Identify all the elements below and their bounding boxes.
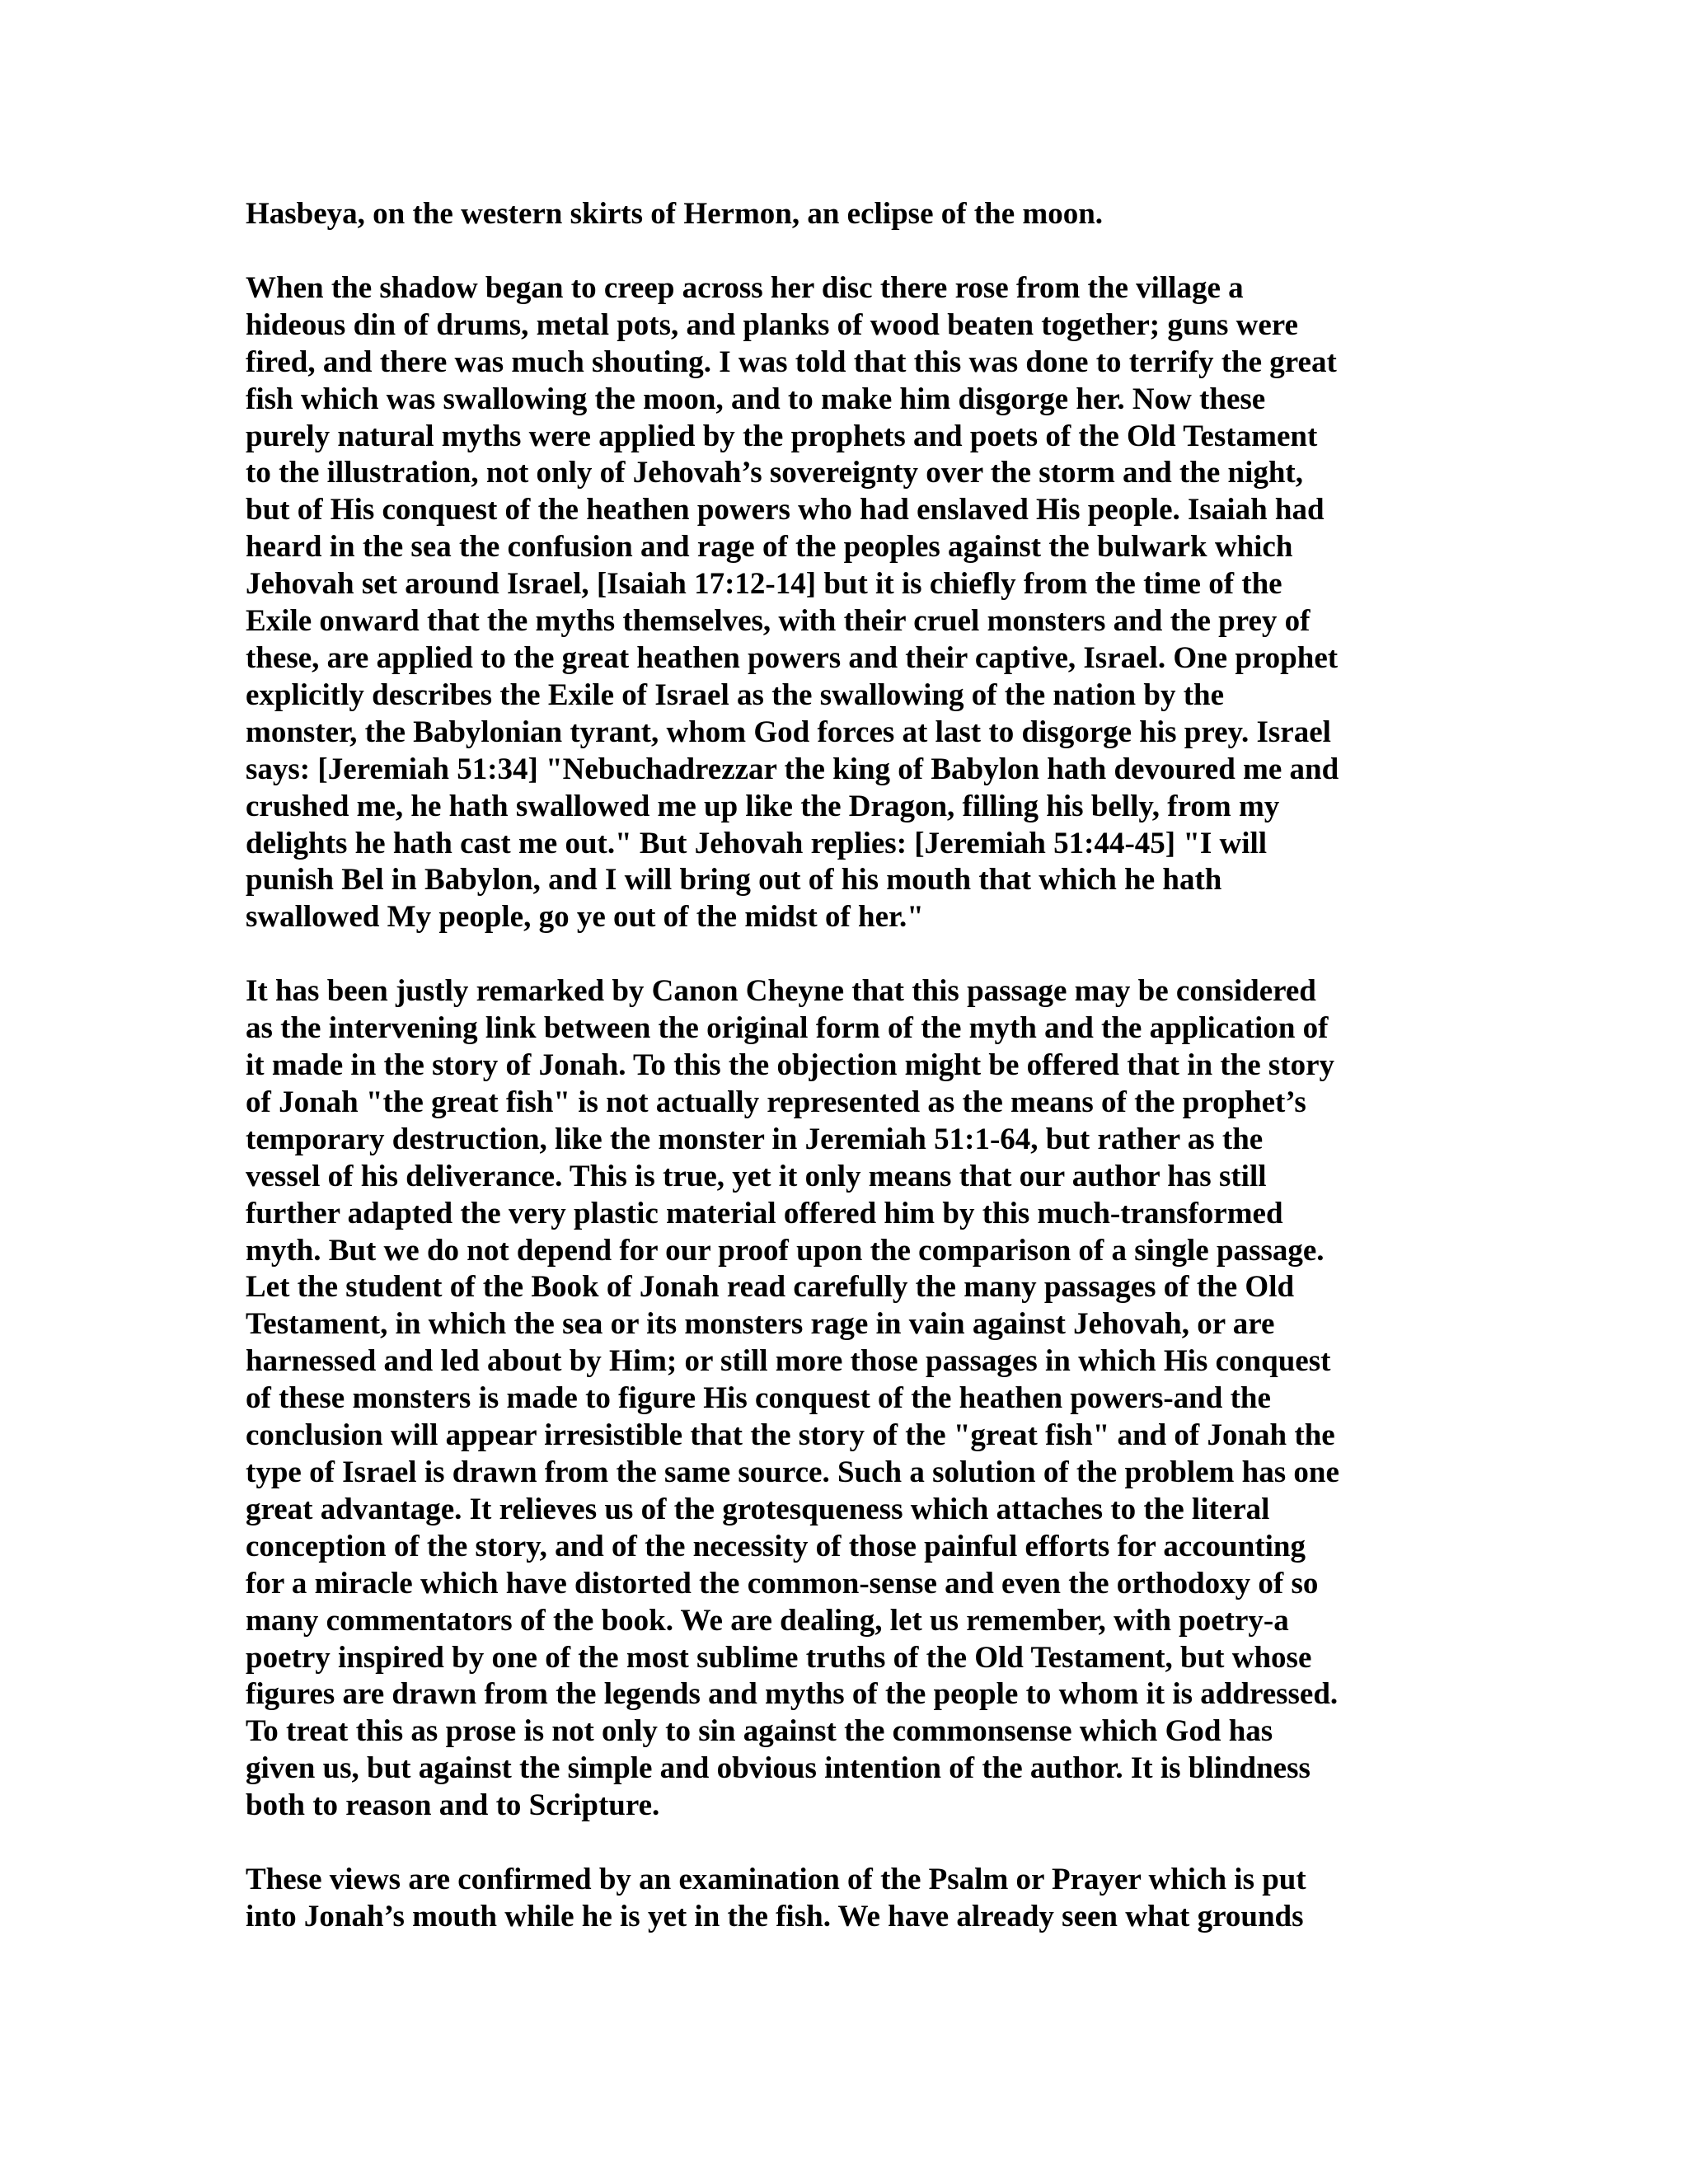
text-line: fired, and there was much shouting. I was told that this was done to terrify the great	[246, 344, 1337, 379]
text-line: Let the student of the Book of Jonah read carefully the many passages of the Old	[246, 1270, 1295, 1305]
text-line: of these monsters is made to figure His conquest of the heathen powers-and the	[246, 1381, 1271, 1416]
text-line: Testament, in which the sea or its monsters rage in vain against Jehovah, or are	[246, 1307, 1275, 1342]
text-line: these, are applied to the great heathen powers and their captive, Israel. One prophet	[246, 640, 1339, 675]
text-line: of Jonah "the great fish" is not actually represented as the means of the prophet’s	[246, 1085, 1306, 1119]
text-line: These views are confirmed by an examination of the Psalm or Prayer which is put	[246, 1863, 1306, 1897]
text-line: conclusion will appear irresistible that the story of the "great fish" and of Jonah the	[246, 1418, 1335, 1453]
text-line: vessel of his deliverance. This is true, yet it only means that our author has still	[246, 1159, 1267, 1193]
paragraph	[246, 196, 1457, 233]
text-line: monster, the Babylonian tyrant, whom God forces at last to disgorge his prey. Israel	[246, 715, 1331, 749]
text-line: Exile onward that the myths themselves, with their cruel monsters and the prey of	[246, 604, 1311, 639]
text-line: hideous din of drums, metal pots, and planks of wood beaten together; guns were	[246, 307, 1298, 342]
text-line: both to reason and to Scripture.	[246, 1788, 660, 1823]
text-line: further adapted the very plastic material offered him by this much-transformed	[246, 1196, 1283, 1230]
text-line: delights he hath cast me out." But Jehovah replies: [Jeremiah 51:44-45] "I will	[246, 826, 1268, 860]
text-line: Jehovah set around Israel, [Isaiah 17:12-14] but it is chiefly from the time of the	[246, 567, 1282, 602]
text-line: into Jonah’s mouth while he is yet in the fish. We have already seen what grounds	[246, 1899, 1304, 1933]
text-line: to the illustration, not only of Jehovah’s sovereignty over the storm and the night,	[246, 456, 1304, 490]
text-line: given us, but against the simple and obvious intention of the author. It is blindness	[246, 1751, 1311, 1786]
text-line: says: [Jeremiah 51:34] "Nebuchadrezzar the king of Babylon hath devoured me and	[246, 752, 1339, 786]
text-line: harnessed and led about by Him; or still more those passages in which His conquest	[246, 1344, 1331, 1379]
text-line: for a miracle which have distorted the common-sense and even the orthodoxy of so	[246, 1566, 1319, 1601]
text-line: poetry inspired by one of the most sublime truths of the Old Testament, but whose	[246, 1640, 1312, 1675]
text-line: When the shadow began to creep across her disc there rose from the village a	[246, 270, 1244, 305]
text-line: figures are drawn from the legends and myths of the people to whom it is addressed.	[246, 1677, 1339, 1712]
text-line: as the intervening link between the original form of the myth and the application of	[246, 1011, 1329, 1046]
text-line: great advantage. It relieves us of the grotesqueness which attaches to the literal	[246, 1492, 1270, 1526]
text-line: it made in the story of Jonah. To this the objection might be offered that in the story	[246, 1048, 1335, 1083]
text-line: but of His conquest of the heathen powers who had enslaved His people. Isaiah had	[246, 493, 1325, 527]
text-line: swallowed My people, go ye out of the midst of her."	[246, 900, 924, 935]
text-line: It has been justly remarked by Canon Cheyne that this passage may be considered	[246, 974, 1316, 1009]
text-line: fish which was swallowing the moon, and to make him disgorge her. Now these	[246, 382, 1266, 416]
paragraph	[246, 1862, 1457, 1936]
text-line: punish Bel in Babylon, and I will bring out of his mouth that which he hath	[246, 863, 1222, 898]
paragraph	[246, 270, 1457, 936]
text-line: conception of the story, and of the necessity of those painful efforts for accounting	[246, 1529, 1306, 1563]
text-line: explicitly describes the Exile of Israel as the swallowing of the nation by the	[246, 677, 1225, 712]
text-line: myth. But we do not depend for our proof upon the comparison of a single passage.	[246, 1233, 1325, 1268]
text-line: many commentators of the book. We are dealing, let us remember, with poetry-a	[246, 1603, 1289, 1638]
document-page	[246, 196, 1457, 1973]
text-line: Hasbeya, on the western skirts of Hermon, an eclipse of the moon.	[246, 197, 1104, 231]
paragraph	[246, 973, 1457, 1825]
text-line: purely natural myths were applied by the prophets and poets of the Old Testament	[246, 419, 1318, 453]
text-line: To treat this as prose is not only to sin against the commonsense which God has	[246, 1714, 1273, 1749]
text-line: type of Israel is drawn from the same source. Such a solution of the problem has one	[246, 1455, 1339, 1489]
text-line: crushed me, he hath swallowed me up like the Dragon, filling his belly, from my	[246, 789, 1280, 823]
text-line: heard in the sea the confusion and rage of the peoples against the bulwark which	[246, 530, 1293, 565]
text-line: temporary destruction, like the monster in Jeremiah 51:1-64, but rather as the	[246, 1122, 1264, 1156]
document-body	[246, 196, 1457, 1936]
